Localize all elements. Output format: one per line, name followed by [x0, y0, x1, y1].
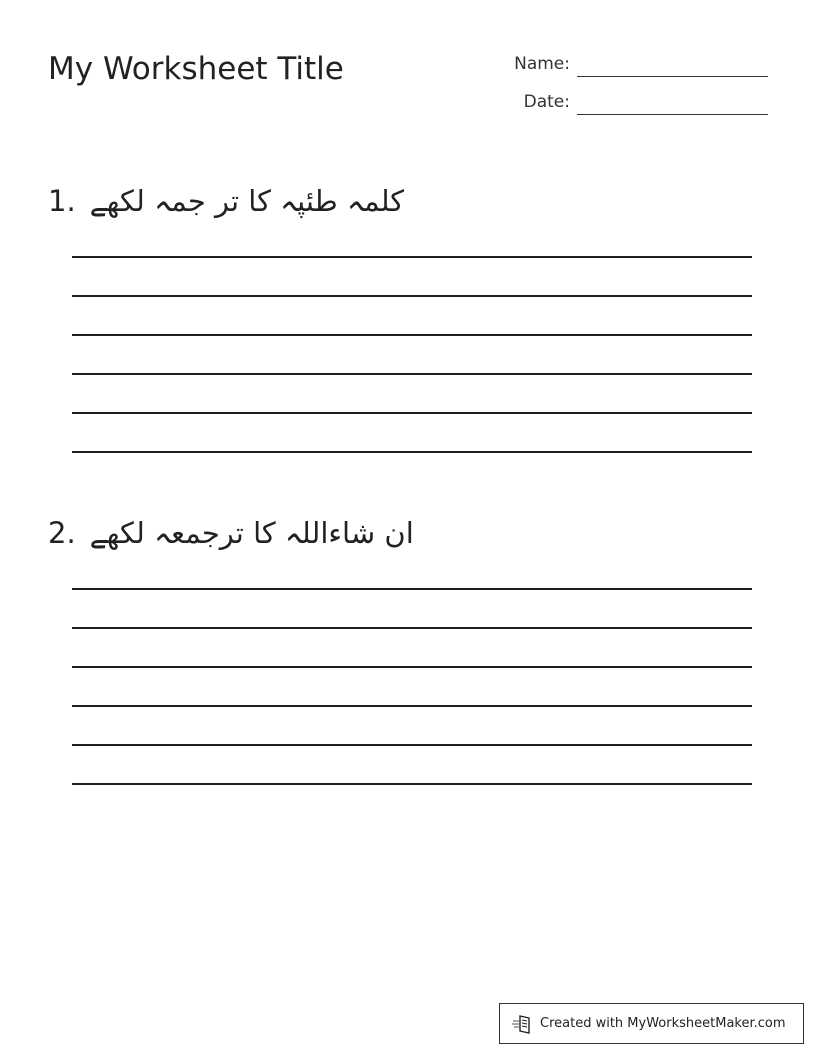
footer-credit[interactable] — [499, 1003, 804, 1044]
answer-line[interactable] — [72, 744, 752, 746]
answer-line[interactable] — [72, 783, 752, 785]
answer-line[interactable] — [72, 451, 752, 453]
answer-line[interactable] — [72, 295, 752, 297]
worksheet-maker-logo-icon — [512, 1013, 534, 1035]
footer-credit-text: Created with MyWorksheetMaker.com — [540, 1016, 786, 1031]
question-text: کلمہ طئپہ کا تر جمہ لکھے — [89, 184, 405, 218]
date-field-line[interactable] — [577, 114, 768, 115]
question-2 — [48, 515, 414, 551]
date-label: Date: — [523, 92, 570, 112]
page-title: My Worksheet Title — [48, 51, 344, 87]
answer-line[interactable] — [72, 412, 752, 414]
answer-line[interactable] — [72, 666, 752, 668]
question-text: ان شاءاللہ کا ترجمعہ لکھے — [89, 516, 414, 550]
answer-line[interactable] — [72, 588, 752, 590]
name-label: Name: — [514, 54, 570, 74]
answer-line[interactable] — [72, 256, 752, 258]
answer-line[interactable] — [72, 334, 752, 336]
question-number: 2. — [48, 516, 76, 550]
name-field-line[interactable] — [577, 76, 768, 77]
answer-line[interactable] — [72, 627, 752, 629]
answer-line[interactable] — [72, 373, 752, 375]
answer-line[interactable] — [72, 705, 752, 707]
question-1 — [48, 183, 404, 219]
question-number: 1. — [48, 184, 76, 218]
